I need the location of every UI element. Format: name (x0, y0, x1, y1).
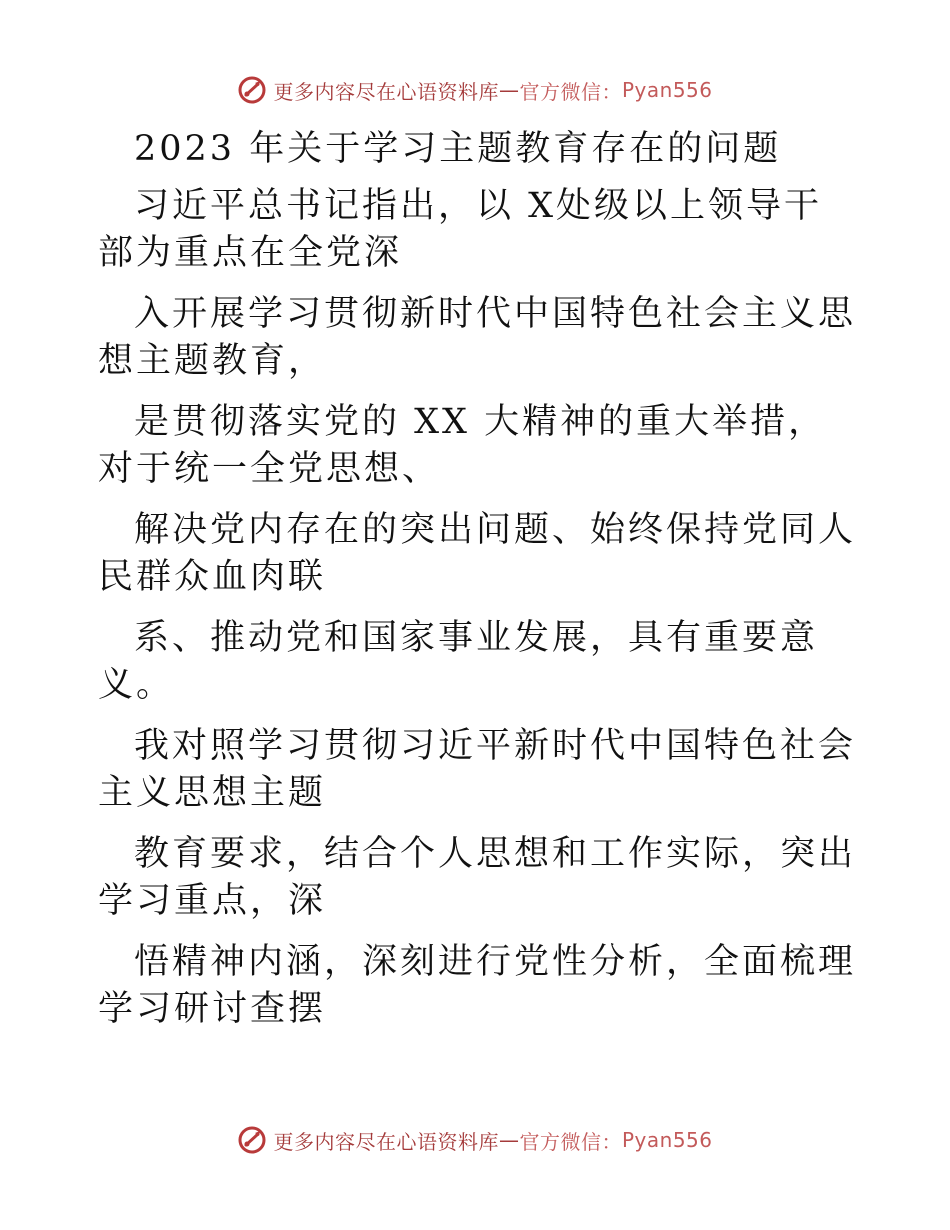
brand-logo-icon (237, 75, 267, 105)
paragraph-7: 教育要求，结合个人思想和工作实际，突出学习重点，深 (98, 834, 857, 921)
paragraph-8: 悟精神内涵，深刻进行党性分析，全面梳理学习研讨查摆 (98, 942, 857, 1029)
watermark-wechat-id: Pyan556 (621, 78, 713, 102)
watermark-wechat-id: Pyan556 (621, 1128, 713, 1152)
paragraph-6: 我对照学习贯彻习近平新时代中国特色社会主义思想主题 (98, 726, 857, 813)
paragraph-2: 入开展学习贯彻新时代中国特色社会主义思想主题教育， (98, 294, 857, 381)
header-watermark (0, 70, 950, 110)
paragraph-5: 系、推动党和国家事业发展，具有重要意义。 (98, 618, 819, 705)
document-title: 2023 年关于学习主题教育存在的问题 (134, 129, 782, 169)
document-body (98, 126, 858, 1047)
paragraph-1: 习近平总书记指出，以 X处级以上领导干部为重点在全党深 (98, 186, 823, 273)
watermark-dash: — (498, 78, 520, 102)
paragraph-3: 是贯彻落实党的 XX 大精神的重大举措，对于统一全党思想、 (98, 402, 827, 489)
watermark-main-text: 更多内容尽在心语资料库 (273, 79, 499, 104)
watermark-dash: — (498, 1128, 520, 1152)
paragraph-4: 解决党内存在的突出问题、始终保持党同人民群众血肉联 (98, 510, 857, 597)
watermark-main-text: 更多内容尽在心语资料库 (273, 1129, 499, 1154)
watermark-wechat-label: 官方微信： (519, 79, 622, 104)
watermark-wechat-label: 官方微信： (519, 1129, 622, 1154)
brand-logo-icon (237, 1125, 267, 1155)
footer-watermark (0, 1120, 950, 1160)
